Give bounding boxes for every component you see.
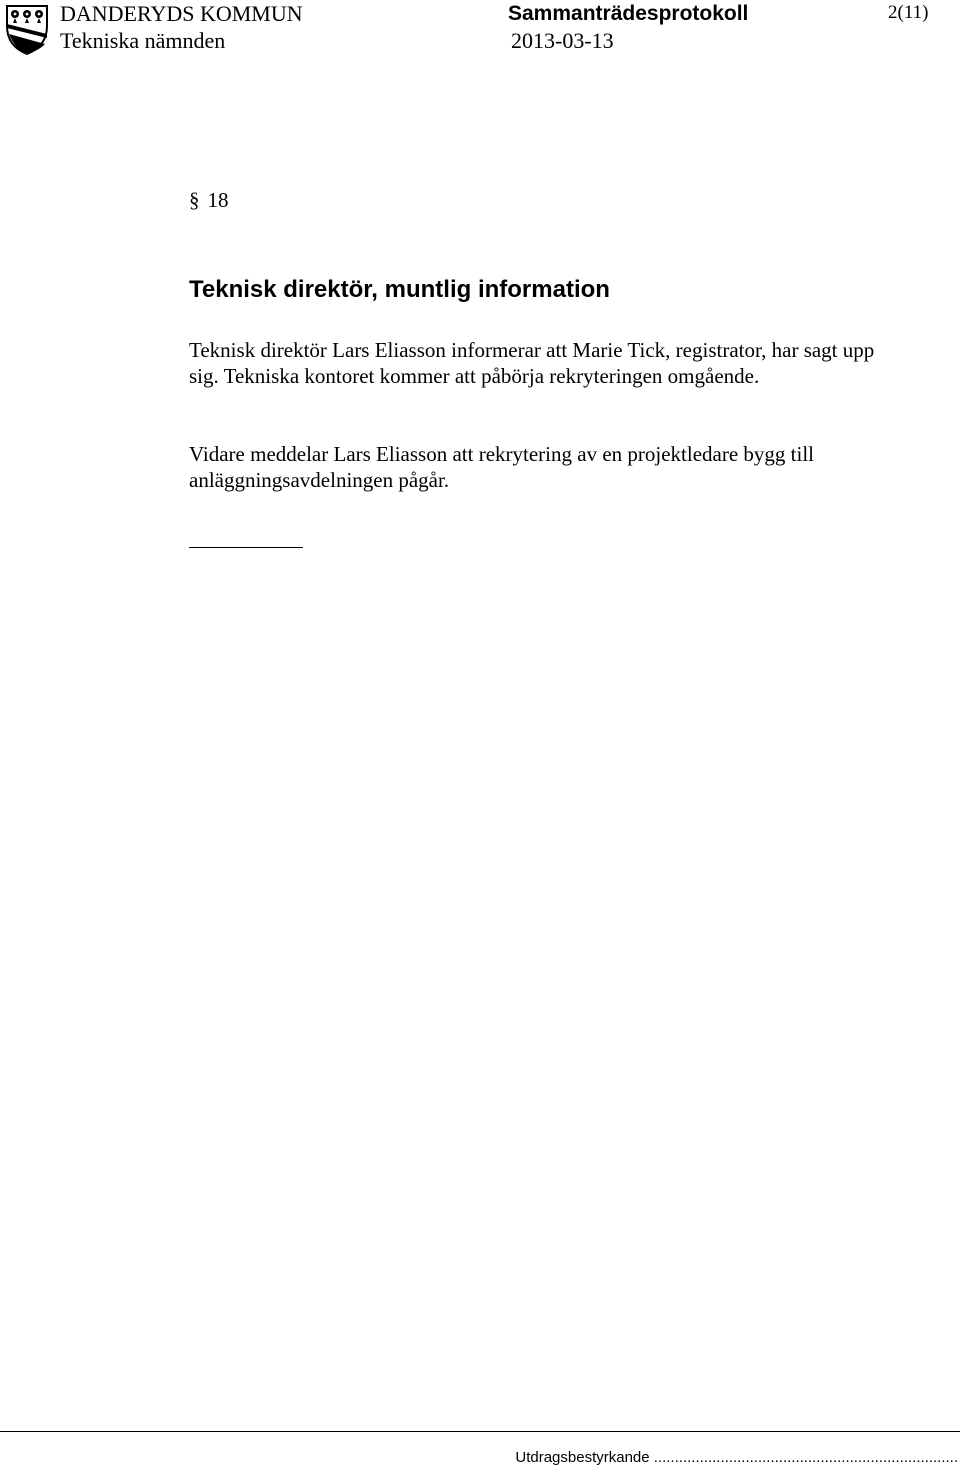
section-separator bbox=[189, 547, 303, 548]
paragraph-number: 18 bbox=[207, 188, 229, 212]
body-paragraph: Teknisk direktör Lars Eliasson informerar att Marie Tick, registrator, har sagt upp sig. Tekniska kontoret kommer att påbörja rekryteringen omgående. bbox=[189, 338, 875, 388]
section-title: Teknisk direktör, muntlig information bbox=[189, 276, 610, 303]
footer-divider bbox=[0, 1431, 960, 1432]
organization-name: DANDERYDS KOMMUN bbox=[60, 1, 303, 26]
municipal-coat-of-arms-icon bbox=[5, 4, 49, 56]
paragraph-symbol: § bbox=[189, 188, 200, 212]
document-header bbox=[0, 0, 960, 60]
certification-line: Utdragsbestyrkande ......................................................................... bbox=[515, 1449, 958, 1466]
body-paragraph: Vidare meddelar Lars Eliasson att rekrytering av en projektledare bygg till anläggningsavdelningen pågår. bbox=[189, 442, 815, 492]
document-type: Sammanträdesprotokoll bbox=[508, 2, 749, 25]
committee-name: Tekniska nämnden bbox=[60, 28, 226, 53]
page-number: 2(11) bbox=[888, 2, 929, 23]
paragraph-reference bbox=[189, 186, 229, 214]
meeting-date: 2013-03-13 bbox=[511, 28, 614, 53]
